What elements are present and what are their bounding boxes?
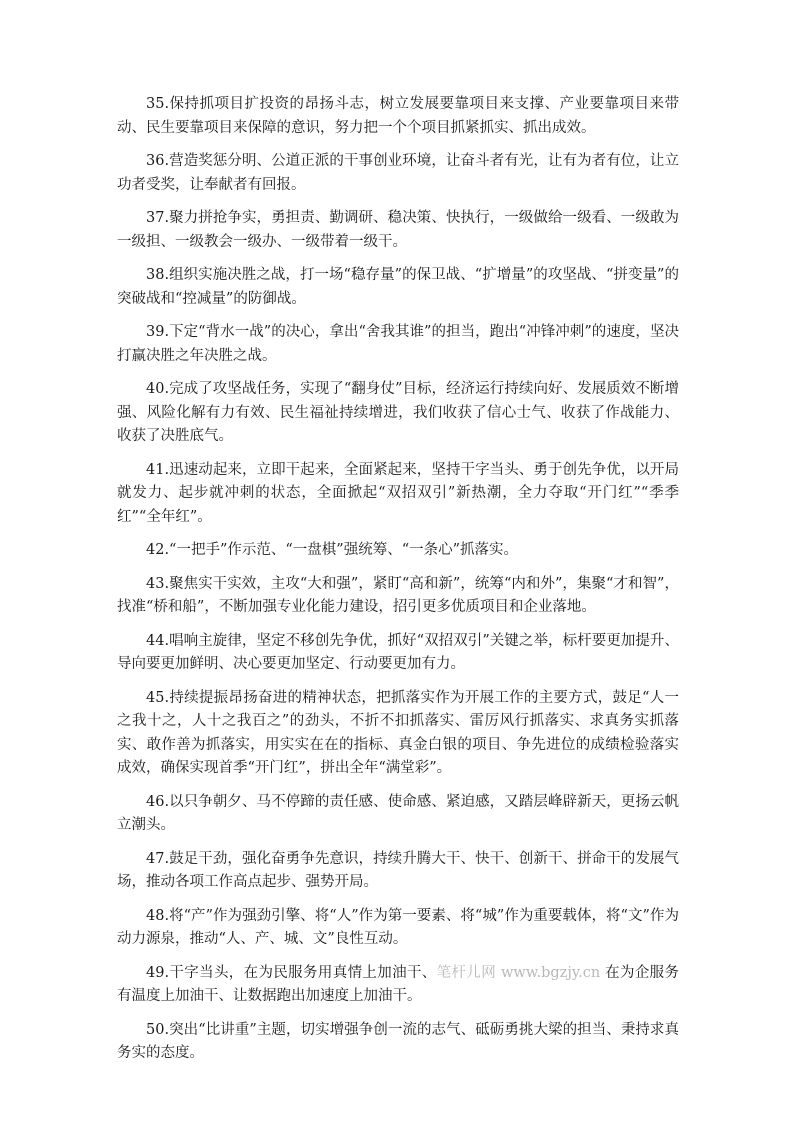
paragraph-46: 46.以只争朝夕、马不停蹄的责任感、使命感、紧迫感，又踏层峰辟新天，更扬云帆立潮头。 xyxy=(117,793,679,833)
paragraph-44: 44.唱响主旋律，坚定不移创先争优，抓好“双招双引”关键之举，标杆要更加提升、导向要更加鲜明、决心要更加坚定、行动要更加有力。 xyxy=(117,632,679,672)
paragraph-49-text: 49.干字当头，在为民服务用真情上加油干、 xyxy=(146,964,437,981)
paragraph-37: 37.聚力拼抢争实，勇担责、勤调研、稳决策、快执行，一级做给一级看、一级敢为一级担、一级教会一级办、一级带着一级干。 xyxy=(117,210,679,250)
paragraph-48: 48.将“产”作为强劲引擎、将“人”作为第一要素、将“城”作为重要载体，将“文”作为动力源泉，推动“人、产、城、文”良性互动。 xyxy=(117,907,679,947)
paragraph-36: 36.营造奖惩分明、公道正派的干事创业环境，让奋斗者有光，让有为者有位，让立功者受奖，让奉献者有回报。 xyxy=(117,153,679,193)
paragraph-40: 40.完成了攻坚战任务，实现了“翻身仗”目标，经济运行持续向好、发展质效不断增强、风险化解有力有效、民生福祉持续增进，我们收获了信心士气、收获了作战能力、收获了决胜底气。 xyxy=(117,381,679,444)
document-page xyxy=(117,93,679,1076)
paragraph-47: 47.鼓足干劲，强化奋勇争先意识，持续升腾大干、快干、创新干、拼命干的发展气场，推动各项工作高点起步、强势开局。 xyxy=(117,850,679,890)
paragraph-50: 50.突出“比讲重”主题，切实增强争创一流的志气、砥砺勇挑大梁的担当、秉持求真务实的态度。 xyxy=(117,1021,679,1061)
paragraph-45: 45.持续提振昂扬奋进的精神状态，把抓落实作为开展工作的主要方式，鼓足“人一之我十之，人十之我百之”的劲头，不折不扣抓落实、雷厉风行抓落实、求真务实抓落实、敢作善为抓落实，用实实在在的指标、真金白银的项目、争先进位的成绩检验落实成效，确保实现首季“开门红”，拼出全年“满堂彩”。 xyxy=(117,689,679,776)
paragraph-39: 39.下定“背水一战”的决心，拿出“舍我其谁”的担当，跑出“冲锋冲刺”的速度，坚决打赢决胜之年决胜之战。 xyxy=(117,324,679,364)
paragraph-49-text-after: 在为企服务有温度上加油干、让数据跑出加速度上加油干。 xyxy=(117,964,680,1004)
paragraph-38: 38.组织实施决胜之战，打一场“稳存量”的保卫战、“扩增量”的攻坚战、“拼变量”的突破战和“控减量”的防御战。 xyxy=(117,267,679,307)
paragraph-41: 41.迅速动起来，立即干起来，全面紧起来，坚持干字当头、勇于创先争优，以开局就发力、起步就冲刺的状态，全面掀起“双招双引”新热潮，全力夺取“开门红”“季季红”“全年红”。 xyxy=(117,461,679,525)
watermark-text: 笔杆儿网 www.bgzjy.cn xyxy=(436,964,601,981)
paragraph-35: 35.保持抓项目扩投资的昂扬斗志，树立发展要靠项目来支撑、产业要靠项目来带动、民生要靠项目来保障的意识，努力把一个个项目抓紧抓实、抓出成效。 xyxy=(117,96,679,136)
paragraph-42: 42.“一把手”作示范、“一盘棋”强统筹、“一条心”抓落实。 xyxy=(146,542,519,558)
paragraph-43: 43.聚焦实干实效，主攻“大和强”，紧盯“高和新”，统筹“内和外”，集聚“才和智”，找准“桥和船”，不断加强专业化能力建设，招引更多优质项目和企业落地。 xyxy=(117,575,679,615)
paragraph-49 xyxy=(117,962,679,1009)
